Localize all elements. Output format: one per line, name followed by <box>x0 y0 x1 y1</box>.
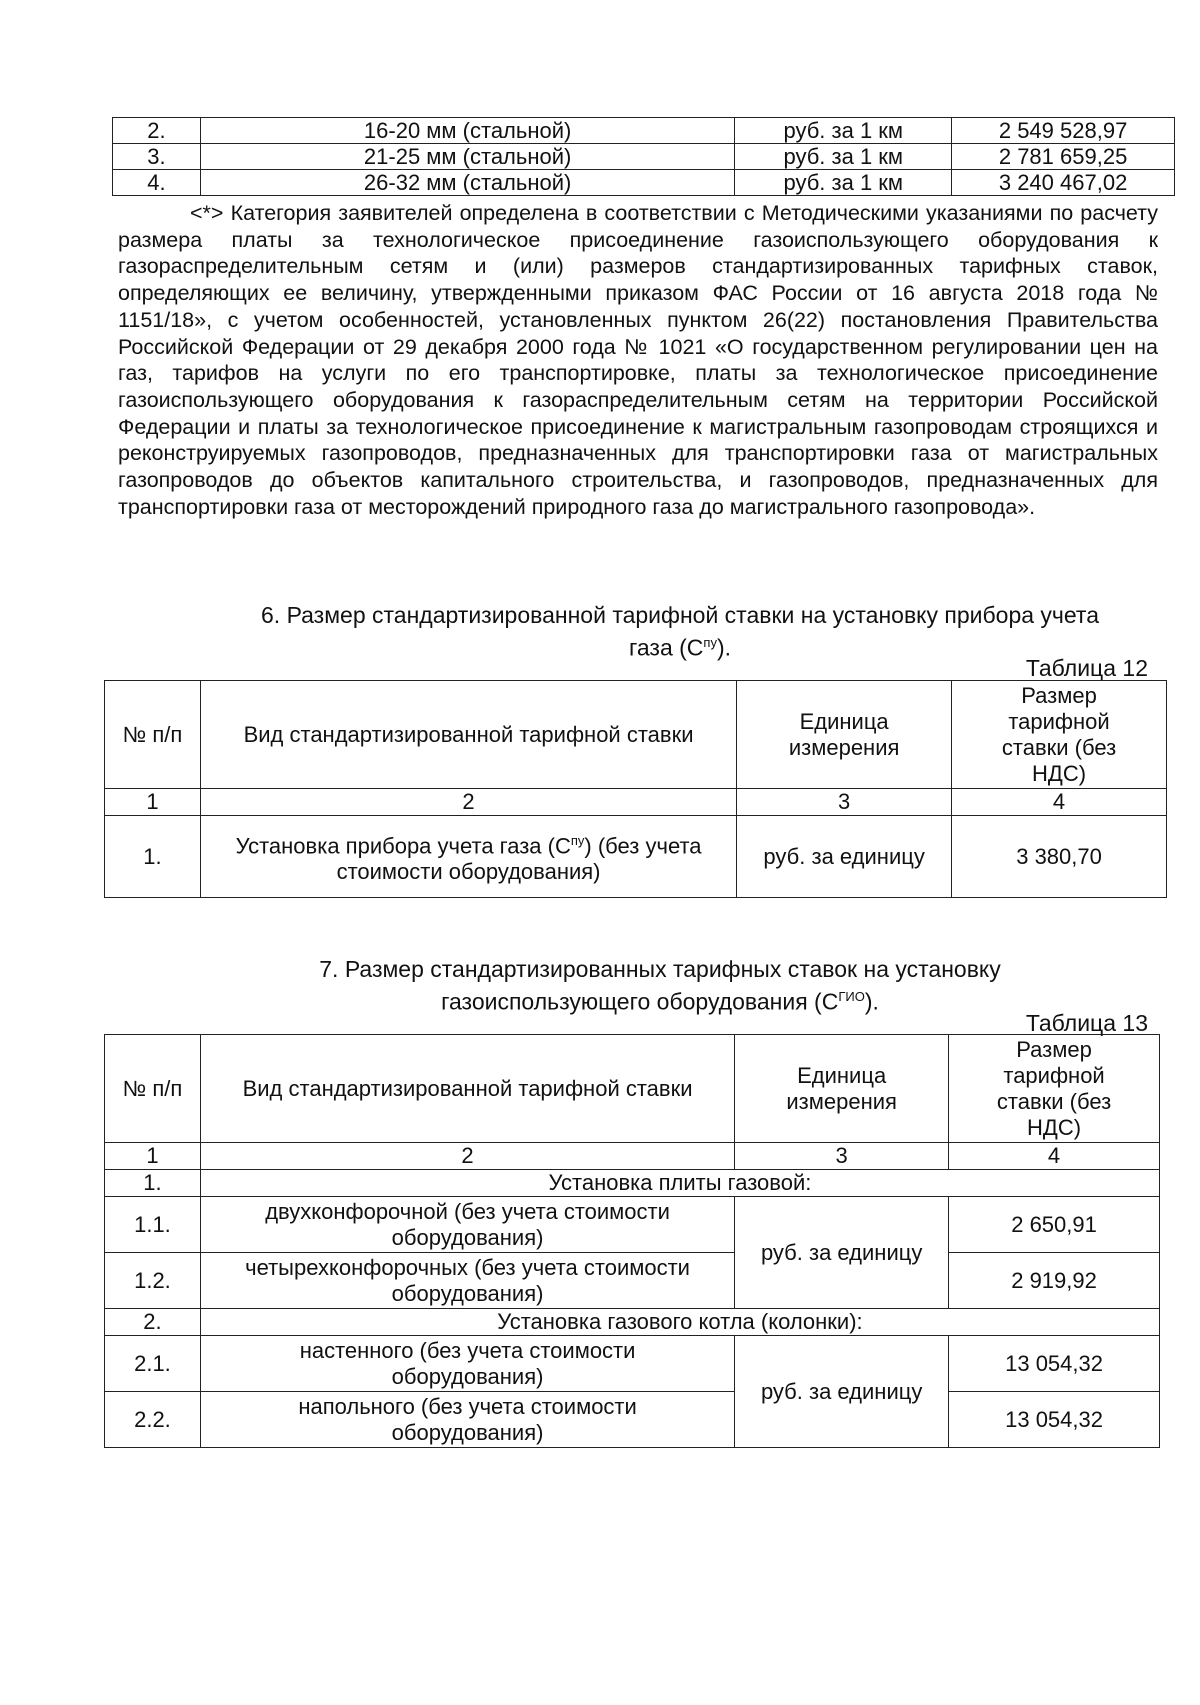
header-unit: Единица измерения <box>737 681 952 789</box>
table-row <box>105 1336 1160 1392</box>
table-header-row <box>105 1035 1160 1143</box>
table-row <box>105 1392 1160 1448</box>
row-unit: руб. за 1 км <box>735 170 952 196</box>
row-value: 3 240 467,02 <box>952 170 1175 196</box>
group-row <box>105 1170 1160 1197</box>
row-unit: руб. за единицу <box>735 1197 949 1309</box>
table-row <box>113 144 1175 170</box>
row-name: четырехконфорочных (без учета стоимости оборудования) <box>200 1253 734 1309</box>
footnote-paragraph <box>118 200 1158 520</box>
row-value: 13 054,32 <box>949 1392 1160 1448</box>
col-number: 4 <box>949 1143 1160 1170</box>
row-unit: руб. за 1 км <box>735 118 952 144</box>
col-number: 3 <box>737 789 952 816</box>
row-name: 16-20 мм (стальной) <box>200 118 734 144</box>
table13-label: Таблица 13 <box>1025 1010 1148 1036</box>
header-kind: Вид стандартизированной тарифной ставки <box>200 681 736 789</box>
row-name: двухконфорочной (без учета стоимости оборудования) <box>200 1197 734 1253</box>
row-number: 1.2. <box>105 1253 201 1309</box>
header-kind: Вид стандартизированной тарифной ставки <box>200 1035 734 1143</box>
table-13 <box>104 1034 1160 1448</box>
table-12 <box>104 680 1167 898</box>
section6-title-line2: газа $(С^{пу})$. <box>628 634 732 661</box>
row-name: 26-32 мм (стальной) <box>200 170 734 196</box>
section7-title-line1: 7. Размер стандартизированных тарифных ставок на установку <box>319 956 1001 982</box>
row-number: 3. <box>113 144 201 170</box>
footnote-text: <*> Категория заявителей определена в соответствии с Методическими указаниями по расчету размера платы за технологическое присоединение газоиспользующего оборудования к газораспределительным сетям и (или) размеров стандартизированных тарифных ставок, определяющих ее величину, утвержденными приказом ФАС России от 16 августа 2018 года № 1151/18», с учетом особенностей, установленных пунктом 26(22) постановления Правительства Российской Федерации от 29 декабря 2000 года № 1021 «О государственном регулировании цен на газ, тарифов на услуги по его транспортировке, платы за технологическое присоединение газоиспользующего оборудования к газораспределительным сетям на территории Российской Федерации и платы за технологическое присоединение к магистральным газопроводам строящихся и реконструируемых газопроводов, предназначенных для транспортировки газа от магистральных газопроводов до объектов капитального строительства, и газопроводов, предназначенных для транспортировки газа от месторождений природного газа до магистрального газопровода». <box>118 201 1158 519</box>
row-number: 2. <box>113 118 201 144</box>
col-number: 3 <box>735 1143 949 1170</box>
row-name: Установка прибора учета газа $(С^{пу})$ (без учета стоимости оборудования) <box>200 816 736 898</box>
row-number: 2.2. <box>105 1392 201 1448</box>
header-unit: Единица измерения <box>735 1035 949 1143</box>
row-unit: руб. за единицу <box>735 1336 949 1448</box>
table-row <box>105 1197 1160 1253</box>
row-value: 2 549 528,97 <box>952 118 1175 144</box>
group-row <box>105 1309 1160 1336</box>
row-name: напольного (без учета стоимости оборудования) <box>200 1392 734 1448</box>
row-value: 13 054,32 <box>949 1336 1160 1392</box>
table-row <box>105 1253 1160 1309</box>
row-unit: руб. за 1 км <box>735 144 952 170</box>
group-number: 1. <box>105 1170 201 1197</box>
table12-label: Таблица 12 <box>1025 655 1148 681</box>
col-number: 1 <box>105 1143 201 1170</box>
section7-title-line2: газоиспользующего оборудования $(С^{ГИО})$. <box>441 988 879 1015</box>
row-value: 2 781 659,25 <box>952 144 1175 170</box>
continuation-table <box>112 117 1175 196</box>
col-number: 1 <box>105 789 201 816</box>
table-header-row <box>105 681 1167 789</box>
col-number: 2 <box>200 789 736 816</box>
section6-title-line1: 6. Размер стандартизированной тарифной ставки на установку прибора учета <box>261 602 1099 628</box>
header-num: № п/п <box>105 1035 201 1143</box>
table-row <box>113 170 1175 196</box>
col-number: 4 <box>952 789 1167 816</box>
column-number-row <box>105 789 1167 816</box>
header-num: № п/п <box>105 681 201 789</box>
row-number: 2.1. <box>105 1336 201 1392</box>
table-row <box>105 816 1167 898</box>
row-value: 2 650,91 <box>949 1197 1160 1253</box>
row-number: 1.1. <box>105 1197 201 1253</box>
section7-title <box>260 955 1060 1016</box>
row-value: 2 919,92 <box>949 1253 1160 1309</box>
group-title: Установка газового котла (колонки): <box>200 1309 1159 1336</box>
group-title: Установка плиты газовой: <box>200 1170 1159 1197</box>
table-row <box>113 118 1175 144</box>
column-number-row <box>105 1143 1160 1170</box>
row-unit: руб. за единицу <box>737 816 952 898</box>
row-name: 21-25 мм (стальной) <box>200 144 734 170</box>
section6-title <box>200 601 1160 662</box>
group-number: 2. <box>105 1309 201 1336</box>
row-name: настенного (без учета стоимости оборудования) <box>200 1336 734 1392</box>
row-number: 4. <box>113 170 201 196</box>
header-value: Размер тарифной ставки (без НДС) <box>952 681 1167 789</box>
row-number: 1. <box>105 816 201 898</box>
col-number: 2 <box>200 1143 734 1170</box>
header-value: Размер тарифной ставки (без НДС) <box>949 1035 1160 1143</box>
row-value: 3 380,70 <box>952 816 1167 898</box>
